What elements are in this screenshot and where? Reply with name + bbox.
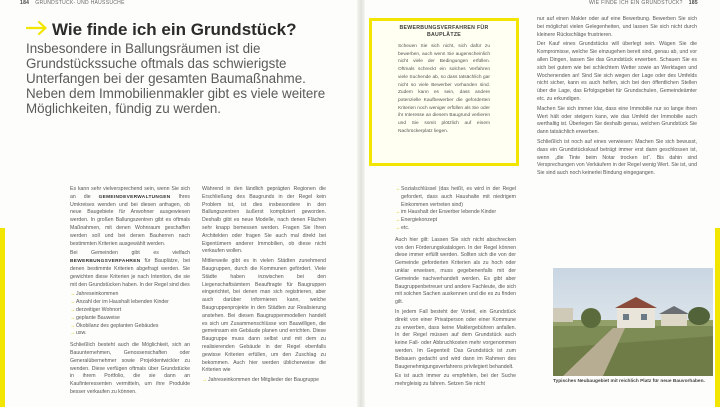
right-running-header <box>589 0 698 6</box>
list-item: → im Haushalt der Erwerber lebende Kinder <box>395 209 516 217</box>
list-item: → Energiekonzept <box>395 217 516 225</box>
list-item: → geplante Bauweise <box>70 315 190 323</box>
article-title: Wie finde ich ein Grundstück? <box>52 20 297 39</box>
right-yellow-edge <box>715 228 720 407</box>
list-item: → Sozialschlüssel (das heißt, es wird in der Regel gefordert, dass auch Haushalte mit niedrigem Einkommen vertreten sind) <box>395 186 516 209</box>
text-column-3 <box>395 186 516 391</box>
neighborhood-photo <box>553 268 713 376</box>
list-item: → Anzahl der im Haushalt lebenden Kinder <box>70 299 190 307</box>
list-item: → usw. <box>70 330 190 338</box>
list-item: → Jahreseinkommen der Mitglieder der Baugruppe <box>202 377 326 385</box>
criteria-list-3 <box>395 186 516 233</box>
col1-paragraph-2: Bei Gemeinden gibt es vielfach BEWERBUNGSVERFAHREN für Bauplätze, bei denen bestimmte Kriterien abgefragt werden. Sie gewichten diese Kriterien je nach Intention, die sie mit den Grundstücken haben. In der Regel sind dies <box>70 250 190 288</box>
sidebar-text: Scheuen Sie sich nicht, sich dafür zu bewerben, auch wenn Sie augenscheinlich nicht viele der Bedingungen erfüllen. Oftmals schreckt ein solches Verfahren viele Suchende ab, so dass tatsächlich gar nicht so viele Bewerber vorhanden sind. Zudem kann es sein, dass andere potenzielle Kaufbewerber die geforderten Kriterien noch weniger erfüllen als Sie oder ihr Interesse an diesem Baugrund verlieren und Sie somit plötzlich auf einem Nachrückerplatz liegen. <box>398 44 490 134</box>
book-gutter <box>357 0 365 407</box>
list-item: → Jahreseinkommen <box>70 291 190 299</box>
col1-paragraph-3: Schließlich besteht auch die Möglichkeit, sich an Bauunternehmen, Genossenschaften oder Generalübernehmer sowie Projektentwickler zu wenden. Diese verfügen oftmals über Grundstücke in ihrem Portfolio, die sie dann an Kaufinteressenten vermitteln, um ihre Produkte besser verkaufen zu können. <box>70 342 190 395</box>
col3-paragraph-2: In jedem Fall besteht der Vorteil, ein Grundstück direkt von einer Privatperson oder einer Kommune zu erwerben, dass keine Maklergebühren anfallen. In der Regel müssen auf dem Grundstück auch keine Fall- oder Abbruchkosten mehr vorgenommen werden. Im Gegenteil: Das Grundstück ist zum Bebauen gedacht und wird dann im Rahmen des Baugenehmigungsverfahrens privilegiert behandelt. <box>395 308 516 370</box>
left-page-number: 184 <box>20 0 30 6</box>
list-item: → Ökobilanz des geplanten Gebäudes <box>70 323 190 331</box>
text-column-4 <box>537 16 697 180</box>
sidebar-box <box>369 18 519 166</box>
col2-paragraph-2: Mittlerweile gibt es in vielen Städten zunehmend Baugruppen, durch die Kommunen gefördert. Viele Städte haben inzwischen bei den Liegenschaftsämtern Beauftragte für Baugruppen eingerichtet, bei denen man sich registrieren, aber auch darüber informieren kann, welche Baugruppenprojekte in den Städten zur Realisierung anstehen. Bei diesen Baugruppenmodellen handelt es sich um Zusammenschlüsse von Bauwilligen, die gemeinsam ein Gebäude planen und errichten. Diese Baugruppe muss dann selbst und mit dem zu realisierenden Gebäude in der Regel ebenfalls gewisse Kriterien erfüllen, um den Zuschlag zu bekommen. Auch hier werden üblicherweise die Kriterien wie <box>202 258 326 374</box>
left-section-name: GRUNDSTÜCK- UND HAUSSUCHE <box>35 0 125 6</box>
article-lead: Insbesondere in Ballungsräumen ist die Grundstückssuche oftmals das schwierigste Unterfangen bei der gesamten Baumaßnahme. Neben dem Immobilienmakler gibt es viele weitere Möglichkeiten, fündig zu werden. <box>26 41 326 117</box>
text-column-2 <box>202 186 326 385</box>
col4-paragraph-4: Schließlich ist noch auf eines verwiesen: Machen Sie sich bewusst, dass ein Grundstückskauf beträgt immer erst dann geschlossen ist, wenn „die Tinte beim Notar trocken ist“. Bis dahin sind Versprechungen von Verkäufern in der Regel wenig Wert. Sie ist, und Sie sind auch noch keinerlei Bindung eingegangen. <box>537 138 697 177</box>
right-section-name: WIE FINDE ICH EIN GRUNDSTÜCK? <box>589 0 683 6</box>
left-running-header <box>20 0 125 6</box>
text-column-1 <box>70 186 190 399</box>
col3-paragraph-3: Es ist auch immer zu empfehlen, bei der Suche mehrgleisig zu fahren. Setzen Sie nicht <box>395 373 516 388</box>
col2-paragraph-1: Während in den ländlich geprägten Regionen die Erschließung des Baugrunds in der Regel kein Problem ist, ist dies insbesondere in den Ballungszentren äußerst kompliziert geworden. Deshalb gibt es neue Modelle, nach denen Flächen sehr knapp bemessen werden. Fragen Sie Ihren Architekten oder fragen Sie auch mal direkt bei Eigentümern anderer Immobilien, ob diese nicht verkaufen wollen. <box>202 186 326 255</box>
col4-paragraph-1: nur auf einen Makler oder auf eine Bewerbung. Bewerben Sie sich bei möglichst vielen Gelegenheiten, und lassen Sie sich nicht durch kleinere Rückschläge frustrieren. <box>537 16 697 38</box>
list-item: → etc. <box>395 225 516 233</box>
photo-caption: Typisches Neubaugebiet mit reichlich Platz für neue Bauvorhaben. <box>553 379 705 384</box>
left-yellow-edge <box>0 228 5 407</box>
col1-paragraph-1: Es kann sehr vielversprechend sein, wenn Sie sich an die GEMEINDEVERWALTUNGEN Ihres Umkreises wenden und bei diesen anfragen, ob neue Baugebiete für Anwohner ausgewiesen werden. In großen Ballungszentren gibt es oftmals Maßnahmen, mit denen Wohnraum geschaffen werden soll und bei denen Bauherren nach bestimmten Kriterien ausgewählt werden. <box>70 186 190 247</box>
col4-paragraph-3: Machen Sie sich immer klar, dass eine Immobilie nur so lange ihren Wert hält oder steigern kann, wie das Umfeld der Immobilie auch werthaltig ist. Überlegen Sie deshalb genau, welchen Grundstück Sie dann tatsächlich erwerben. <box>537 105 697 136</box>
criteria-list <box>70 291 190 338</box>
sidebar-title: BEWERBUNGSVERFAHREN FÜR BAUPLÄTZE <box>399 25 489 38</box>
col4-paragraph-2: Der Kauf eines Grundstücks will überlegt sein. Wägen Sie die Kompromisse, welche Sie einzugehen bereit sind, genau ab, und vor allen Dingen, lassen Sie das Grundstück erwerben. Schauen Sie es sich bei gutem wie bei schlechtem Wetter sowie an Werktagen und Wochenenden an! Sind Sie sich wegen der Lage oder des Umfelds nicht sicher, kann es auch helfen, sich bei den öffentlichen Stellen über die Lage, das Erfolgsgebiet für Grundschulen, Gemeindeämter etc. zu erkundigen. <box>537 41 697 102</box>
right-page-number: 185 <box>688 0 698 6</box>
arrow-right-icon <box>26 21 48 35</box>
col3-paragraph-1: Auch hier gilt: Lassen Sie sich nicht abschrecken von den Förderungskatalogen. In der Regel können diese immer erfüllt werden. Sollten sich die von der Gemeinde geforderten Kriterien als zu hoch oder unklar erweisen, muss gegebenenfalls mit der Gemeinde nachverhandelt werden. Es gibt aber Baugruppenbetreuer und andere Fachleute, die sich mit solchen Sachen auskennen und die es zu finden gilt. <box>395 236 516 306</box>
criteria-list-2 <box>202 377 326 385</box>
list-item: → derzeitiger Wohnort <box>70 307 190 315</box>
